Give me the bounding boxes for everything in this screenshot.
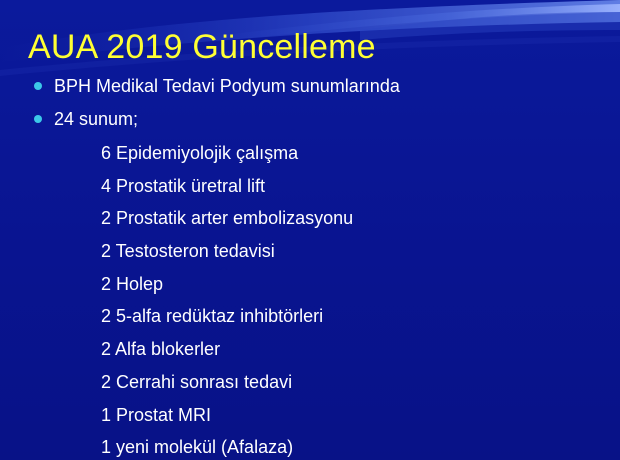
bullet-item [34, 106, 400, 139]
slide-title: AUA 2019 Güncelleme [28, 28, 376, 66]
topic-item: 2 Cerrahi sonrası tedavi [101, 371, 293, 392]
presentation-topic-list [101, 140, 353, 460]
topic-item: 2 5-alfa redüktaz inhibtörleri [101, 306, 324, 327]
topic-item: 2 Prostatik arter embolizasyonu [101, 208, 354, 229]
topic-item: 1 Prostat MRI [101, 404, 212, 425]
bullet-list [34, 73, 400, 139]
topic-item: 1 yeni molekül (Afalaza) [101, 437, 294, 458]
bullet-text: BPH Medikal Tedavi Podyum sunumlarında [54, 76, 400, 96]
topic-item: 4 Prostatik üretral lift [101, 175, 266, 196]
bullet-dot-icon [34, 82, 42, 90]
topic-item: 2 Holep [101, 273, 164, 294]
bullet-text: 24 sunum; [54, 109, 139, 129]
topic-item: 2 Testosteron tedavisi [101, 241, 275, 262]
bullet-dot-icon [34, 115, 42, 123]
bullet-item [34, 73, 400, 106]
topic-item: 6 Epidemiyolojik çalışma [101, 143, 299, 163]
topic-item: 2 Alfa blokerler [101, 339, 221, 360]
